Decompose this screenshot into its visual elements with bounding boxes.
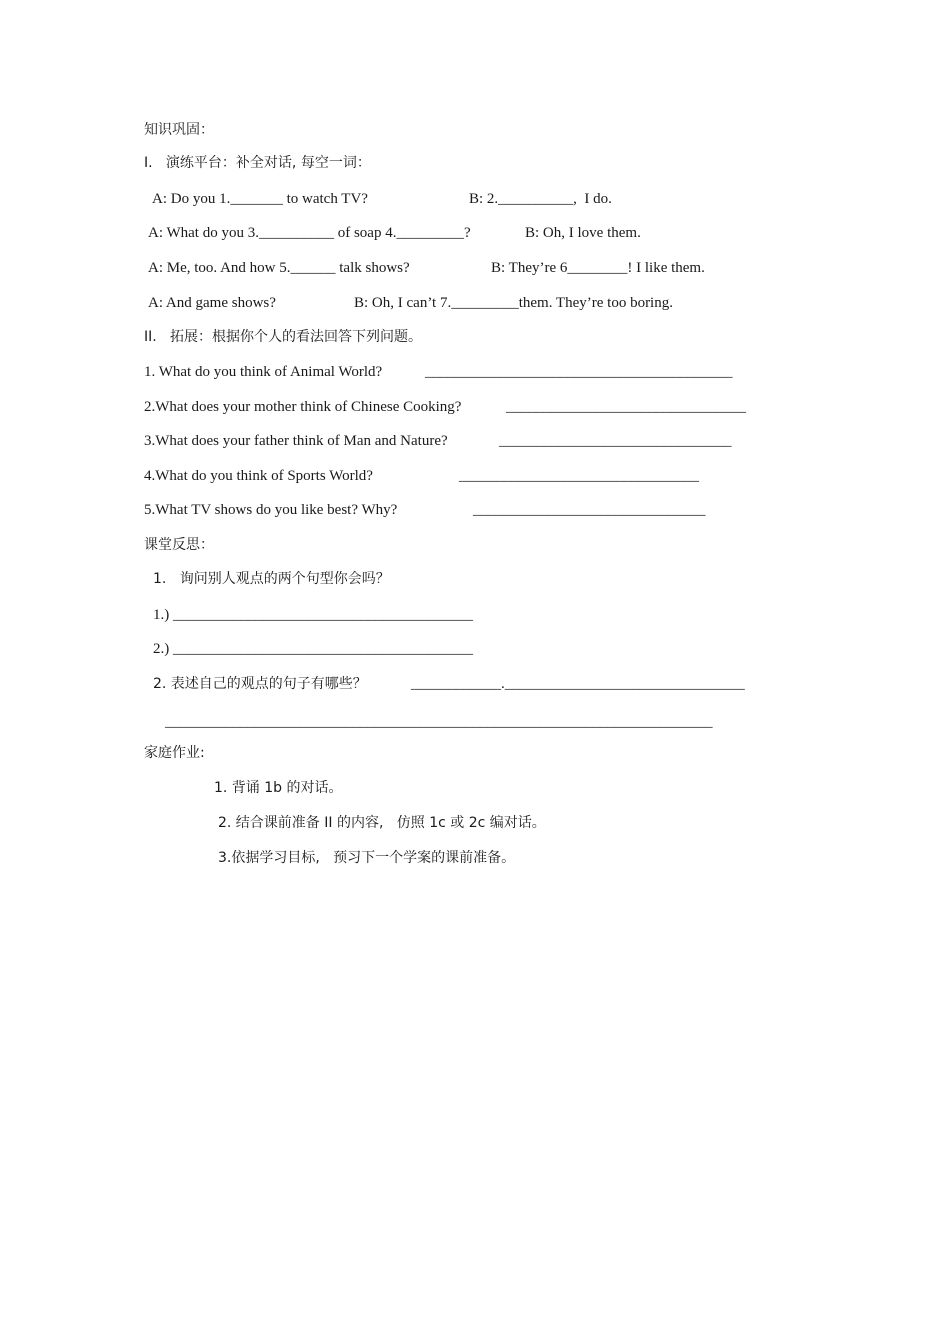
question-3: 3.What does your father think of Man and Nature? [144, 433, 448, 449]
answer-line-1: _________________________________________ [425, 364, 733, 380]
answer-line-2: ________________________________ [506, 399, 746, 415]
reflection-answer-1: 1.) ________________________________________ [153, 607, 473, 623]
dialogue-line-a4: A: And game shows? [148, 295, 276, 311]
dialogue-line-a3: A: Me, too. And how 5.______ talk shows? [148, 260, 410, 276]
reflection-answer-3: ____________.________________________________ [411, 676, 745, 692]
question-2: 2.What does your mother think of Chinese Cooking? [144, 399, 462, 415]
question-5: 5.What TV shows do you like best? Why? [144, 502, 398, 518]
question-4: 4.What do you think of Sports World? [144, 468, 373, 484]
homework-item-2: 2. 结合课前准备 II 的内容, 仿照 1c 或 2c 编对话。 [218, 815, 546, 831]
dialogue-line-b3: B: They’re 6________! I like them. [491, 260, 705, 276]
dialogue-line-b4: B: Oh, I can’t 7._________them. They’re too boring. [354, 295, 673, 311]
question-1: 1. What do you think of Animal World? [144, 364, 383, 380]
reflection-full-line: _________________________________________________________________________ [165, 714, 713, 730]
answer-line-4: ________________________________ [459, 468, 699, 484]
dialogue-line-a2: A: What do you 3.__________ of soap 4._________? [148, 225, 471, 241]
homework-heading: 家庭作业: [144, 745, 205, 761]
reflection-answer-2: 2.) ________________________________________ [153, 641, 473, 657]
section2-title: II. 拓展：根据你个人的看法回答下列问题。 [144, 329, 423, 345]
answer-line-3: _______________________________ [499, 433, 732, 449]
dialogue-line-b1: B: 2.__________, I do. [469, 191, 612, 207]
dialogue-line-a1: A: Do you 1._______ to watch TV? [152, 191, 368, 207]
homework-item-3: 3.依据学习目标, 预习下一个学案的课前准备。 [218, 850, 516, 866]
reflection-question-1: 1. 询问别人观点的两个句型你会吗？ [153, 571, 390, 587]
answer-line-5: _______________________________ [473, 502, 706, 518]
dialogue-line-b2: B: Oh, I love them. [525, 225, 641, 241]
homework-item-1: 1. 背诵 1b 的对话。 [214, 780, 343, 796]
consolidation-heading: 知识巩固： [144, 122, 214, 138]
reflection-heading: 课堂反思： [144, 537, 214, 553]
reflection-question-2: 2. 表述自己的观点的句子有哪些？ [153, 676, 367, 692]
section1-title: I. 演练平台：补全对话, 每空一词： [144, 155, 371, 171]
